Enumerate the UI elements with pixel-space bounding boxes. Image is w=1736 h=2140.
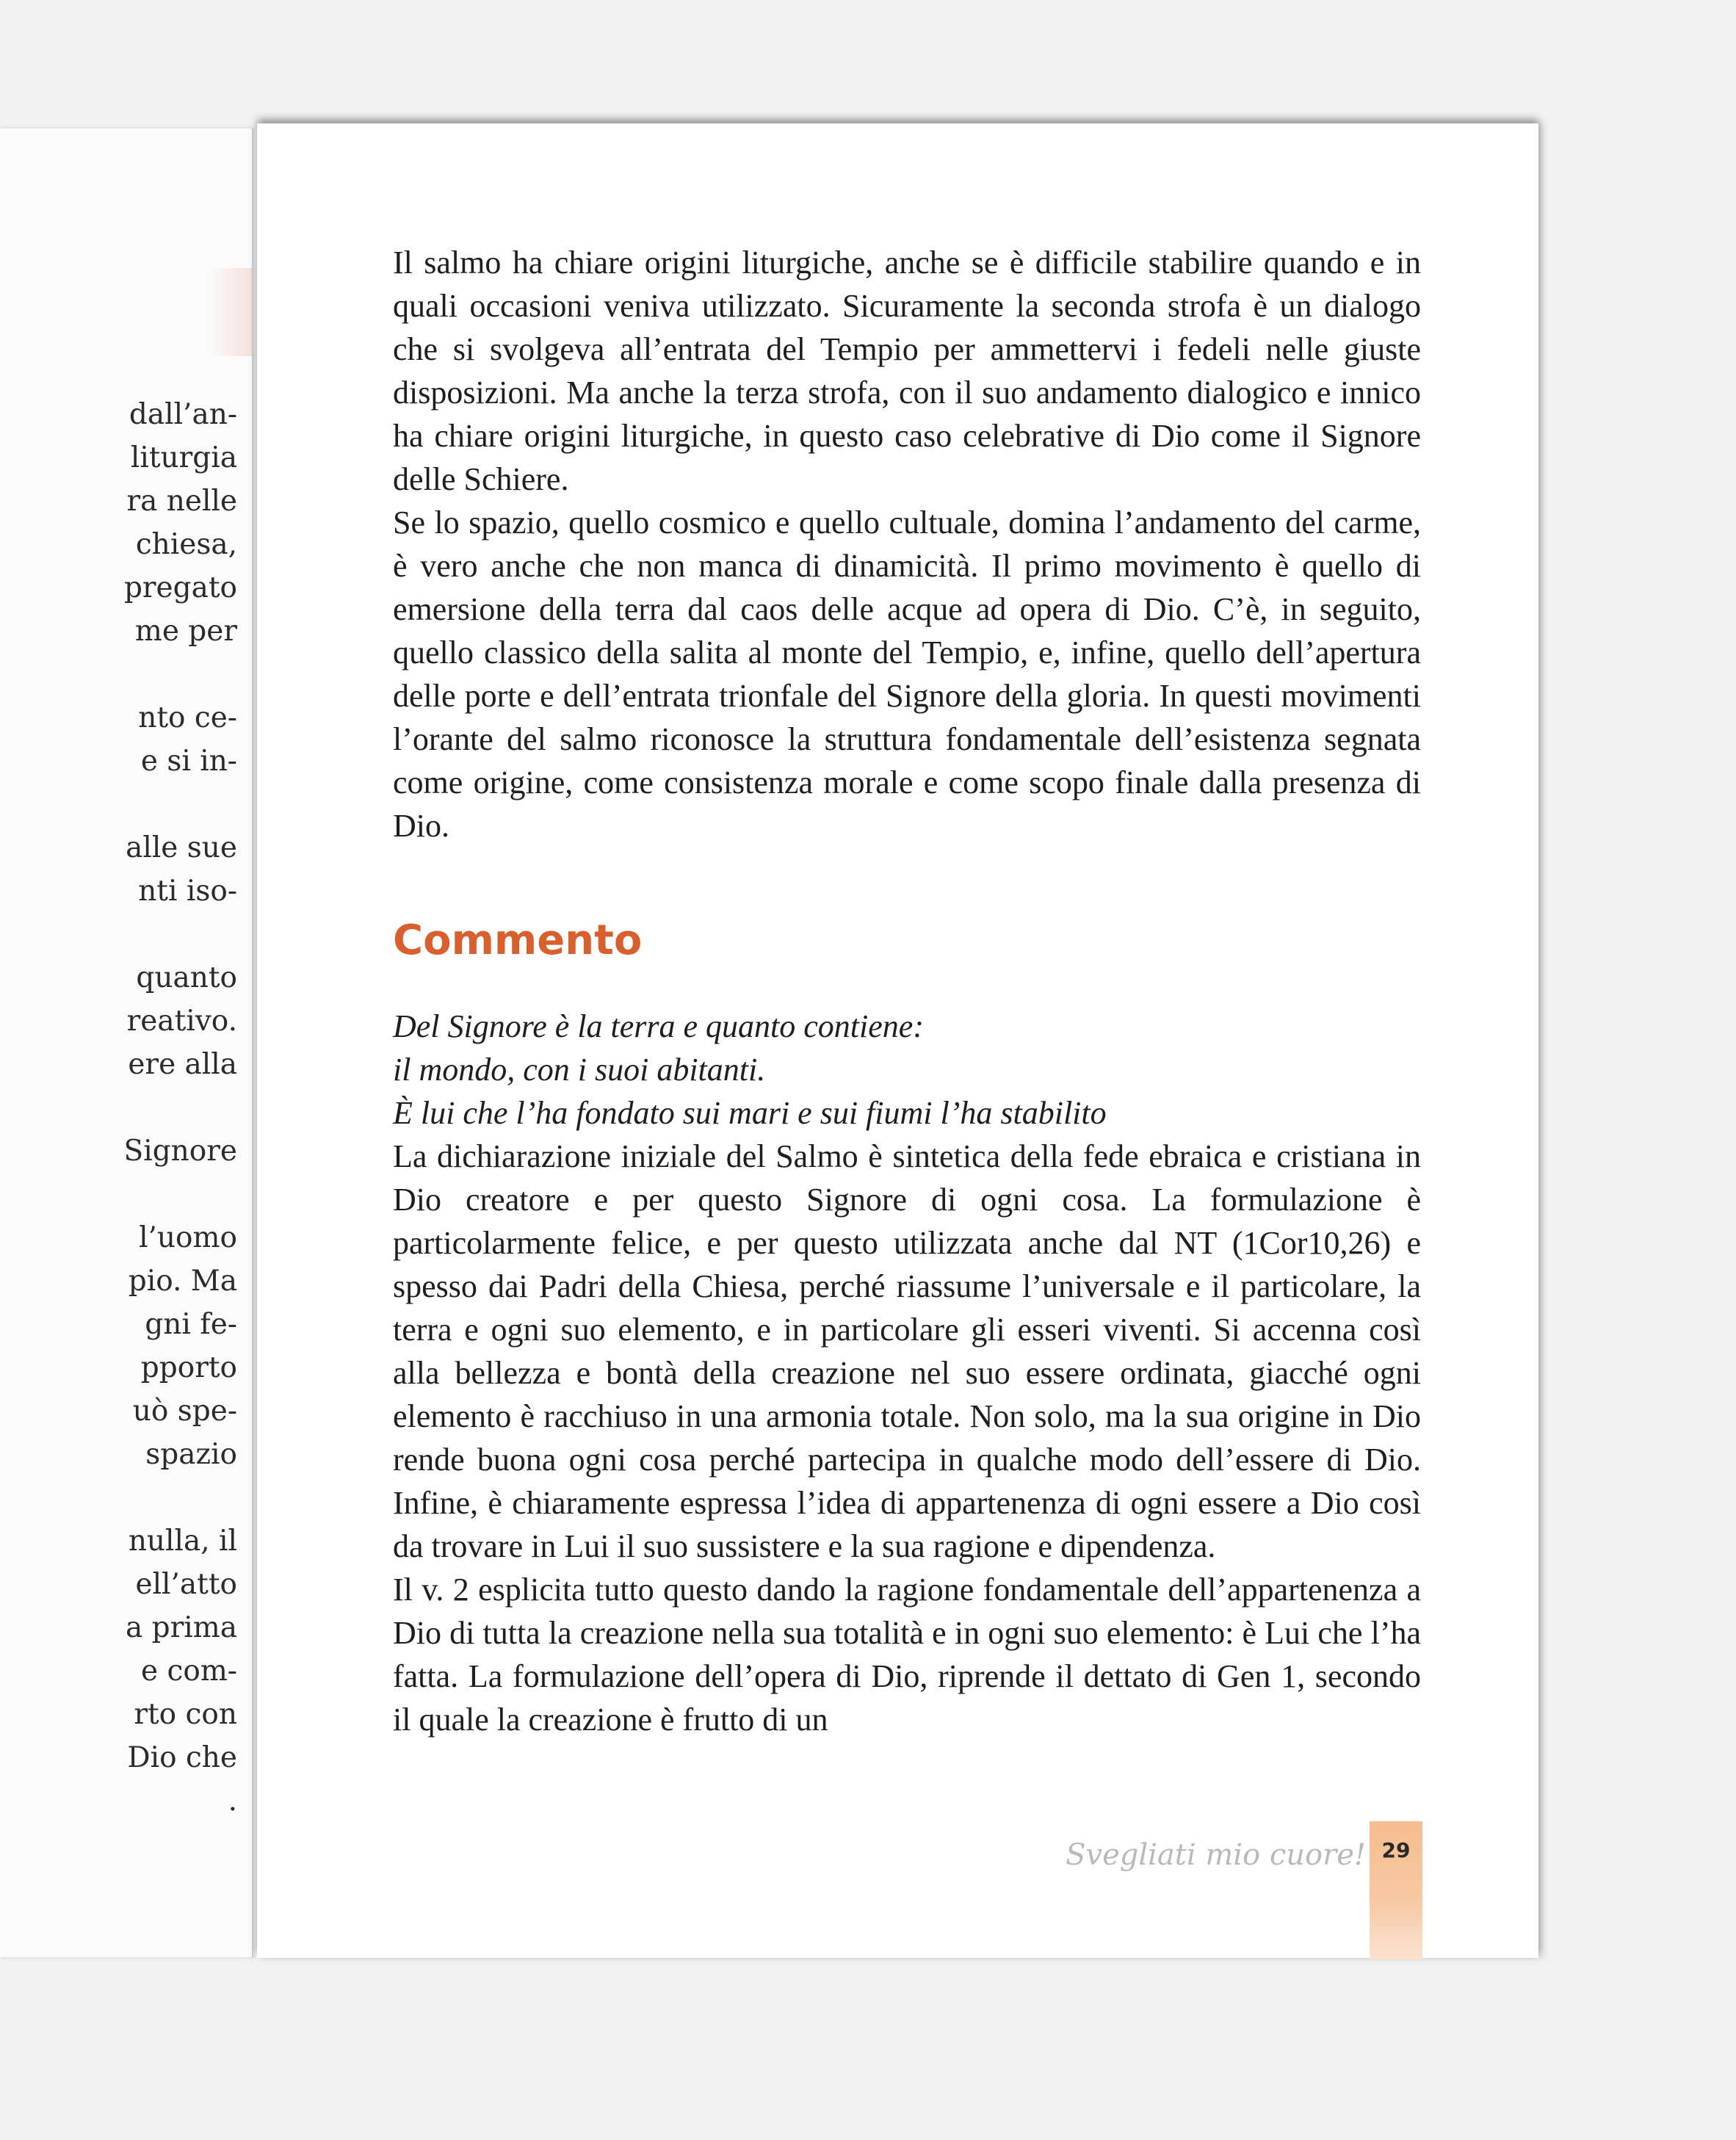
left-page-fragment: nto ce- [138, 701, 237, 734]
left-page-fragment: pporto [140, 1351, 237, 1384]
section-title: Commento [393, 917, 643, 964]
left-page-fragment: pregato [123, 571, 237, 604]
left-page-fragment: nti iso- [138, 875, 237, 908]
intro-text [393, 241, 1421, 847]
left-page-fragment: chiesa, [135, 528, 237, 561]
left-page-fragment: . [228, 1785, 237, 1818]
left-page-fragment: me per [134, 615, 237, 648]
left-page-fragment: e si in- [140, 745, 237, 778]
intro-paragraph: Se lo spazio, quello cosmico e quello cultuale, domina l’andamento del carme, è vero anche che non manca di dinamicità. Il primo movimento è quello di emersione della terra dal caos delle acque ad opera di Dio. C’è, in seguito, quello classico della salita al monte del Tempio, e, infine, quello dell’apertura delle porte e dell’entrata trionfale del Signore della gloria. In questi movimenti l’orante del salmo riconosce la struttura fondamentale dell’esistenza segnata come origine, come consistenza morale e come scopo finale dalla presenza di Dio. [393, 505, 1421, 844]
commento-paragraph: Il v. 2 esplicita tutto questo dando la ragione fondamentale dell’appartenenza a Dio di tutta la creazione nella sua totalità e in ogni suo elemento: è Lui che l’ha fatta. La formulazione dell’opera di Dio, riprende il dettato di Gen 1, secondo il quale la creazione è frutto di un [393, 1572, 1421, 1738]
psalm-quote-line: È lui che l’ha fondato sui mari e sui fiumi l’ha stabilito [393, 1095, 1107, 1131]
intro-paragraph: Il salmo ha chiare origini liturgiche, anche se è difficile stabilire quando e in quali occasioni veniva utilizzato. Sicuramente la seconda strofa è un dialogo che si svolgeva all’entrata del Tempio per ammettervi i fedeli nelle giuste disposizioni. Ma anche la terza strofa, con il suo andamento dialogico e innico ha chiare origini liturgiche, in questo caso celebrative di Dio come il Signore delle Schiere. [393, 245, 1421, 497]
commento-text [393, 1005, 1421, 1741]
left-page-fragment: alle sue [126, 831, 237, 864]
left-page-fragment: Signore [123, 1135, 237, 1168]
left-page-fragment: ra nelle [126, 485, 237, 518]
left-page-fragment: pio. Ma [128, 1265, 237, 1298]
left-page-fragment: reativo. [126, 1005, 237, 1038]
running-footer-title: Svegliati mio cuore! [1066, 1838, 1366, 1872]
left-page-ornament [209, 268, 253, 356]
left-page-fragment: ere alla [128, 1048, 237, 1081]
left-page-fragment: liturgia [130, 441, 237, 474]
left-page-fragment: Dio che [127, 1741, 237, 1774]
left-page-fragment: gni fe- [145, 1308, 237, 1341]
left-page-fragment: l’uomo [139, 1221, 237, 1254]
left-page-fragment: dall’an- [129, 398, 237, 431]
left-page-fragment: rto con [134, 1698, 237, 1731]
left-page-fragment: nulla, il [128, 1525, 237, 1558]
left-page-fragment: quanto [136, 961, 237, 994]
left-page-fragment: ell’atto [135, 1568, 237, 1601]
left-page-fragment: e com- [141, 1655, 237, 1688]
commento-paragraph: La dichiarazione iniziale del Salmo è sintetica della fede ebraica e cristiana in Dio creatore e per questo Signore di ogni cosa. La formulazione è particolarmente felice, e per questo utilizzata anche dal NT (1Cor10,26) e spesso dai Padri della Chiesa, perché riassume l’universale e il particolare, la terra e ogni suo elemento, e in particolare gli esseri viventi. Si accenna così alla bellezza e bontà della creazione nel suo essere ordinata, giacché ogni elemento è racchiuso in una armonia totale. Non solo, ma la sua origine in Dio rende buona ogni cosa perché partecipa in qualche modo dell’essere di Dio. Infine, è chiaramente espressa l’idea di appartenenza di ogni essere a Dio così da trovare in Lui il suo sussistere e la sua ragione e dipendenza. [393, 1138, 1421, 1564]
left-page-fragment: spazio [145, 1438, 237, 1471]
page-number: 29 [1381, 1838, 1411, 1862]
psalm-quote-line: Del Signore è la terra e quanto contiene: [393, 1008, 924, 1044]
left-page-fragment: a prima [126, 1611, 237, 1644]
page-number-tab [1370, 1821, 1422, 1959]
left-page [0, 129, 253, 1957]
psalm-quote-line: il mondo, con i suoi abitanti. [393, 1052, 766, 1088]
right-page [257, 123, 1538, 1958]
left-page-fragment: uò spe- [132, 1395, 237, 1428]
